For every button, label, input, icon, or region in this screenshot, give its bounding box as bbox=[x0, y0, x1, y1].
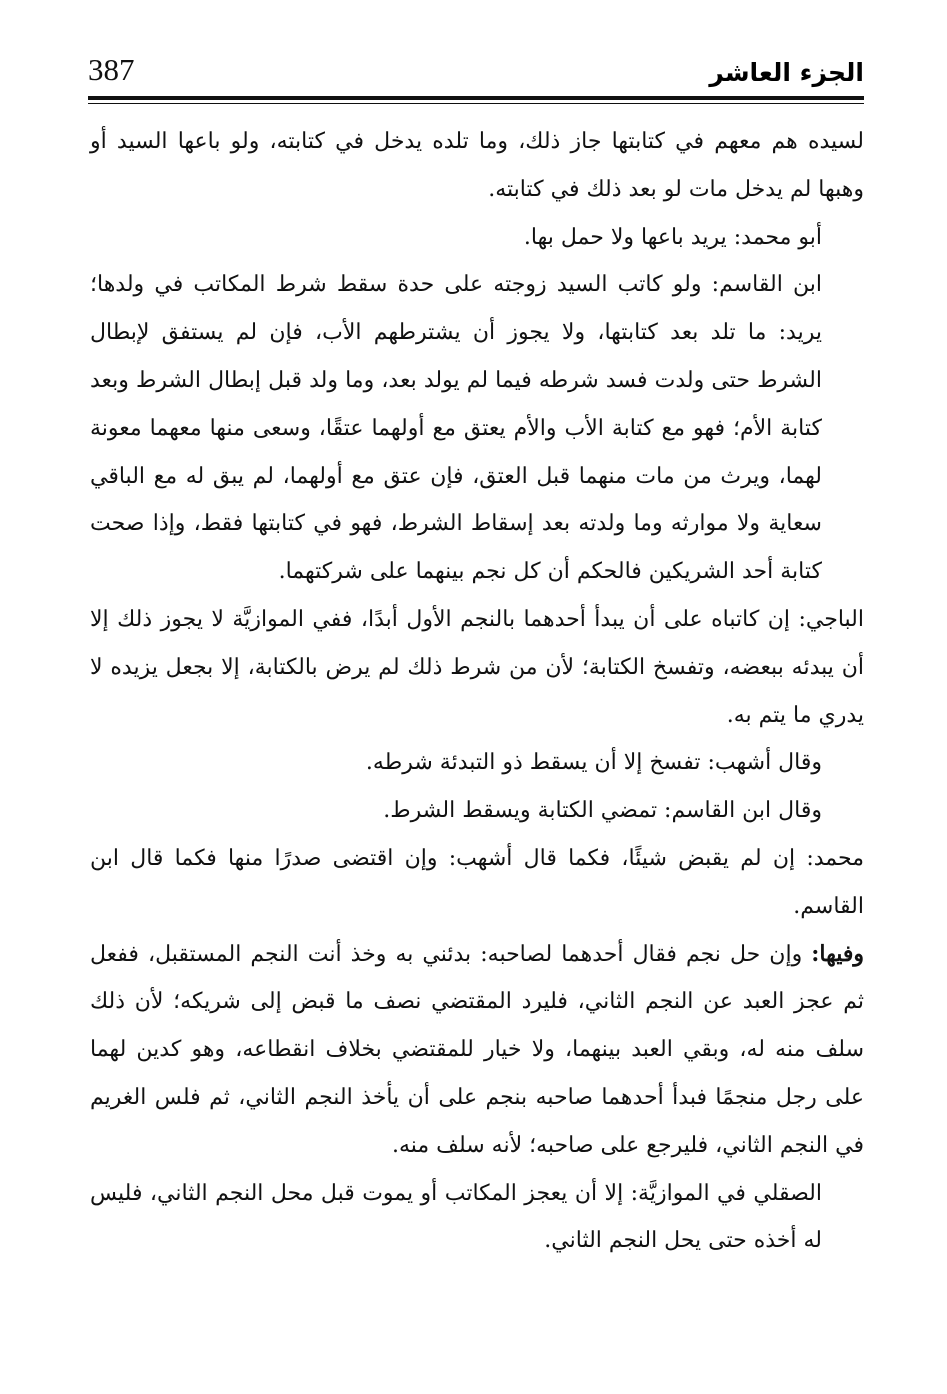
paragraph bbox=[90, 1170, 864, 1266]
paragraph bbox=[90, 261, 864, 596]
paragraph bbox=[90, 118, 864, 214]
paragraph-text: ابن القاسم: ولو كاتب السيد زوجته على حدة سقط شرط المكاتب في ولدها؛ يريد: ما تلد بعد كتابتها، ولا يجوز أن يشترطهم الأب، فإن لم يستفق لإبطال الشرط حتى ولدت فسد شرطه فيما لم يولد بعد، وما ولد قبل إبطال الشرط وبعد كتابة الأم؛ فهو مع كتابة الأب والأم يعتق مع أولهما عتقًا، وسعى منها معهما معونة لهما، ويرث من مات منهما قبل العتق، فإن عتق مع أولهما، لم يبق له مع الباقي سعاية ولا موارثه وما ولدته بعد إسقاط الشرط، فهو في كتابتها فقط، وإذا صحت كتابة أحد الشريكين فالحكم أن كل نجم بينهما على شركتهما. bbox=[90, 272, 822, 585]
paragraph-text: الباجي: إن كاتباه على أن يبدأ أحدهما بالنجم الأول أبدًا، ففي الموازيَّة لا يجوز ذلك إلا أن يبدئه ببعضه، وتفسخ الكتابة؛ لأن من شرط ذلك لم يرض بالكتابة، إلا بجعل يزيده لا يدري ما يتم به. bbox=[90, 606, 864, 728]
page-body bbox=[90, 118, 864, 1265]
paragraph-text: وإن حل نجم فقال أحدهما لصاحبه: بدئني به وخذ أنت النجم المستقبل، ففعل ثم عجز العبد عن النجم الثاني، فليرد المقتضي نصف ما قبض إلى شريكه؛ لأن ذلك سلف منه له، وبقي العبد بينهما، ولا خيار للمقتضي بخلاف انقطاعه، وهو كدين لهما على رجل منجمًا فبدأ أحدهما صاحبه بنجم على أن يأخذ النجم الثاني، ثم فلس الغريم في النجم الثاني، فليرجع على صاحبه؛ لأنه سلف منه. bbox=[90, 941, 864, 1158]
paragraph-text: الصقلي في الموازيَّة: إلا أن يعجز المكاتب أو يموت قبل محل النجم الثاني، فليس له أخذه حتى يحل النجم الثاني. bbox=[90, 1180, 822, 1254]
paragraph bbox=[90, 931, 864, 1170]
page-number: 387 bbox=[88, 52, 135, 87]
paragraph-text: أبو محمد: يريد باعها ولا حمل بها. bbox=[523, 224, 822, 250]
header-rule-thin bbox=[88, 103, 864, 104]
volume-title: الجزء العاشر bbox=[709, 58, 864, 87]
paragraph-lead: وفيها: bbox=[811, 940, 864, 967]
paragraph-text: وقال ابن القاسم: تمضي الكتابة ويسقط الشرط. bbox=[383, 798, 822, 824]
paragraph bbox=[90, 787, 864, 835]
paragraph-text: وقال أشهب: تفسخ إلا أن يسقط ذو التبدئة شرطه. bbox=[365, 750, 822, 776]
paragraph bbox=[90, 739, 864, 787]
header-rule-thick bbox=[88, 96, 864, 100]
paragraph-text: محمد: إن لم يقبض شيئًا، فكما قال أشهب: وإن اقتضى صدرًا منها فكما قال ابن القاسم. bbox=[90, 845, 864, 919]
page-header bbox=[88, 48, 864, 96]
paragraph-text: لسيده هم معهم في كتابتها جاز ذلك، وما تلده يدخل في كتابته، ولو باعها السيد أو وهبها لم يدخل مات لو بعد ذلك في كتابته. bbox=[90, 129, 864, 202]
paragraph bbox=[90, 596, 864, 739]
paragraph bbox=[90, 835, 864, 931]
paragraph bbox=[90, 214, 864, 262]
